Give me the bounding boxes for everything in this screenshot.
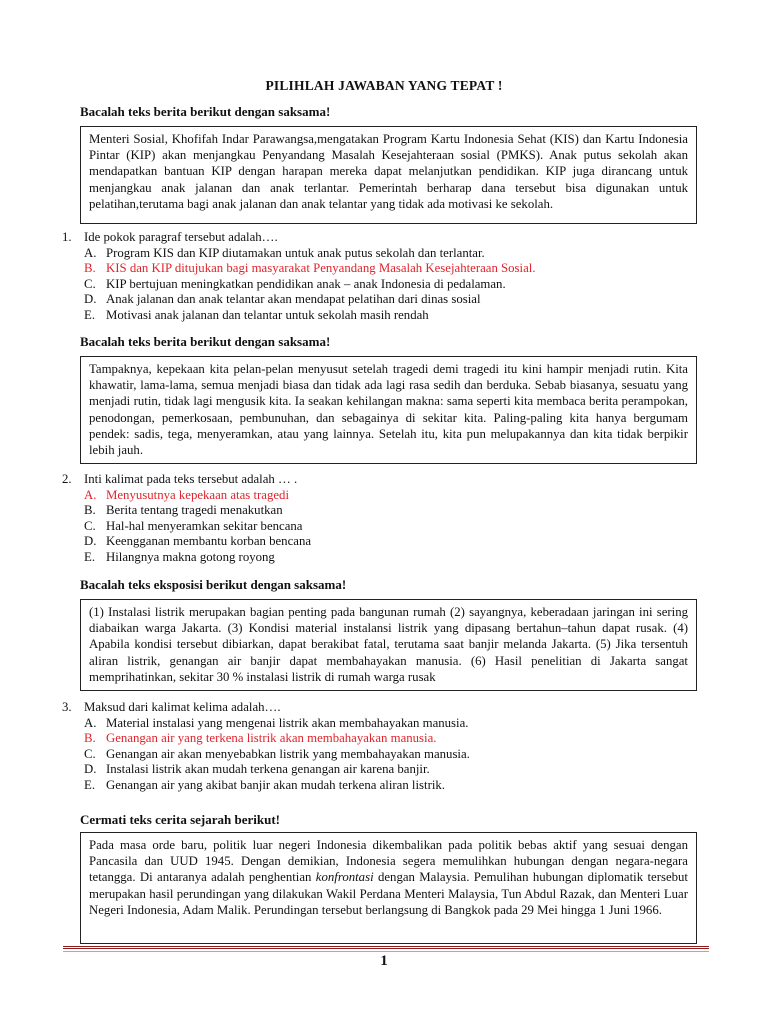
passage-4: Pada masa orde baru, politik luar negeri Indonesia dikembalikan pada politik bebas aktif yang sesuai dengan Pancasila dan UUD 1945. Dengan demikian, Indonesia segera memulihkan hubungan dengan negara-negara tetangga. Di antaranya adalah penghentian konfrontasi dengan Malaysia. Pemulihan hubungan diplomatik tersebut merupakan hasil perundingan yang dilakukan Wakil Perdana Menteri Malaysia, Tun Abdul Razak, dan Menteri Luar Negeri Indonesia, Adam Malik. Perundingan tersebut berlangsung di Bangkok pada 29 Mei hingga 1 Juni 1966. — [80, 832, 697, 944]
passage-2: Tampaknya, kepekaan kita pelan-pelan menyusut setelah tragedi demi tragedi itu kini hampir menjadi rutin. Kita khawatir, lama-lama, semua menjadi biasa dan tidak ada lagi rasa sedih dan berduka. Sebab biasanya, sesuatu yang menjadi rutin, tidak lagi mengusik kita. Ia seakan kehilangan makna: sama seperti kita membaca berita perampokan, penodongan, pemerkosaan, pembunuhan, dan sebagainya di sekitar kita. Paling-paling kita hanya bergumam pendek: sadis, tega, menyeramkan, atau yang lainnya. Setelah itu, kita pun melupakannya dan kita tidak berpikir lebih jauh. — [80, 356, 697, 464]
option-a[interactable]: A. Material instalasi yang mengenai listrik akan membahayakan manusia. — [84, 715, 469, 730]
passage-3: (1) Instalasi listrik merupakan bagian penting pada bangunan rumah (2) sayangnya, keberadaan jaringan ini sering diabaikan warga Jakarta. (3) Kondisi material instalansi listrik yang dipasang bertahun–tahun dapat rusak. (4) Apabila kondisi tersebut dibiarkan, dapat berakibat fatal, terutama saat banjir melanda Jakarta. (5) Jika tersentuh aliran listrik, genangan air banjir dapat membahayakan manusia. (6) Hasil penelitian di Jakarta sangat memprihatinkan, sekitar 30 % instalasi listrik di rumah warga rusak — [80, 599, 697, 691]
option-c[interactable]: C. Genangan air akan menyebabkan listrik yang membahayakan manusia. — [84, 746, 470, 761]
option-d[interactable]: D. Anak jalanan dan anak telantar akan mendapat pelatihan dari dinas sosial — [84, 292, 481, 307]
question-2 — [62, 472, 311, 566]
option-d[interactable]: D. Instalasi listrik akan mudah terkena genangan air karena banjir. — [84, 762, 430, 777]
answer-options — [62, 716, 470, 794]
question-stem — [62, 472, 311, 488]
question-number: 1. — [62, 230, 72, 244]
question-3 — [62, 700, 470, 794]
option-c[interactable]: C. Hal-hal menyeramkan sekitar bencana — [84, 518, 303, 533]
footer-rule-thin — [63, 951, 709, 952]
question-1 — [62, 230, 536, 324]
question-text: Ide pokok paragraf tersebut adalah…. — [84, 230, 278, 244]
question-number: 3. — [62, 700, 72, 714]
question-text: Maksud dari kalimat kelima adalah…. — [84, 700, 281, 714]
option-e[interactable]: E. Hilangnya makna gotong royong — [84, 549, 275, 564]
page-title: PILIHLAH JAWABAN YANG TEPAT ! — [265, 78, 503, 93]
page-number: 1 — [380, 953, 388, 969]
answer-options — [62, 488, 311, 566]
option-e[interactable]: E. Genangan air yang akibat banjir akan mudah terkena aliran listrik. — [84, 777, 445, 792]
question-stem — [62, 700, 470, 716]
instruction-3: Bacalah teks eksposisi berikut dengan saksama! — [80, 577, 347, 592]
option-b-correct[interactable]: B. Genangan air yang terkena listrik akan membahayakan manusia. — [84, 731, 437, 746]
question-stem — [62, 230, 536, 246]
passage-1: Menteri Sosial, Khofifah Indar Parawangsa,mengatakan Program Kartu Indonesia Sehat (KIS) dan Kartu Indonesia Pintar (KIP) akan menjangkau Penyandang Masalah Kesejahteraan sosial (PMKS). Anak putus sekolah akan mendapatkan bantuan KIP dengan harapan mereka dapat melanjutkan pendidikan. KIP juga dirancang untuk menjangkau anak jalanan dan anak terlantar. Pemerintah berharap dana tersebut bisa digunakan untuk pelatihan,terutama bagi anak jalanan dan anak telantar yang tidak ada motivasi ke sekolah. — [80, 126, 697, 224]
option-a-correct[interactable]: A. Menyusutnya kepekaan atas tragedi — [84, 487, 289, 502]
footer-rule — [63, 946, 709, 949]
answer-options — [62, 246, 536, 324]
instruction-1: Bacalah teks berita berikut dengan saksama! — [80, 104, 331, 119]
question-number: 2. — [62, 472, 72, 486]
option-c[interactable]: C. KIP bertujuan meningkatkan pendidikan anak – anak Indonesia di pedalaman. — [84, 276, 506, 291]
option-b[interactable]: B. Berita tentang tragedi menakutkan — [84, 503, 283, 518]
option-d[interactable]: D. Keengganan membantu korban bencana — [84, 534, 312, 549]
italic-term: konfrontasi — [315, 870, 374, 885]
question-text: Inti kalimat pada teks tersebut adalah … . — [84, 472, 298, 486]
option-b-correct[interactable]: B. KIS dan KIP ditujukan bagi masyarakat Penyandang Masalah Kesejahteraan Sosial. — [84, 261, 536, 276]
instruction-2: Bacalah teks berita berikut dengan saksama! — [80, 334, 331, 349]
option-a[interactable]: A. Program KIS dan KIP diutamakan untuk anak putus sekolah dan terlantar. — [84, 245, 485, 260]
option-e[interactable]: E. Motivasi anak jalanan dan telantar untuk sekolah masih rendah — [84, 307, 429, 322]
instruction-4: Cermati teks cerita sejarah berikut! — [80, 812, 280, 827]
